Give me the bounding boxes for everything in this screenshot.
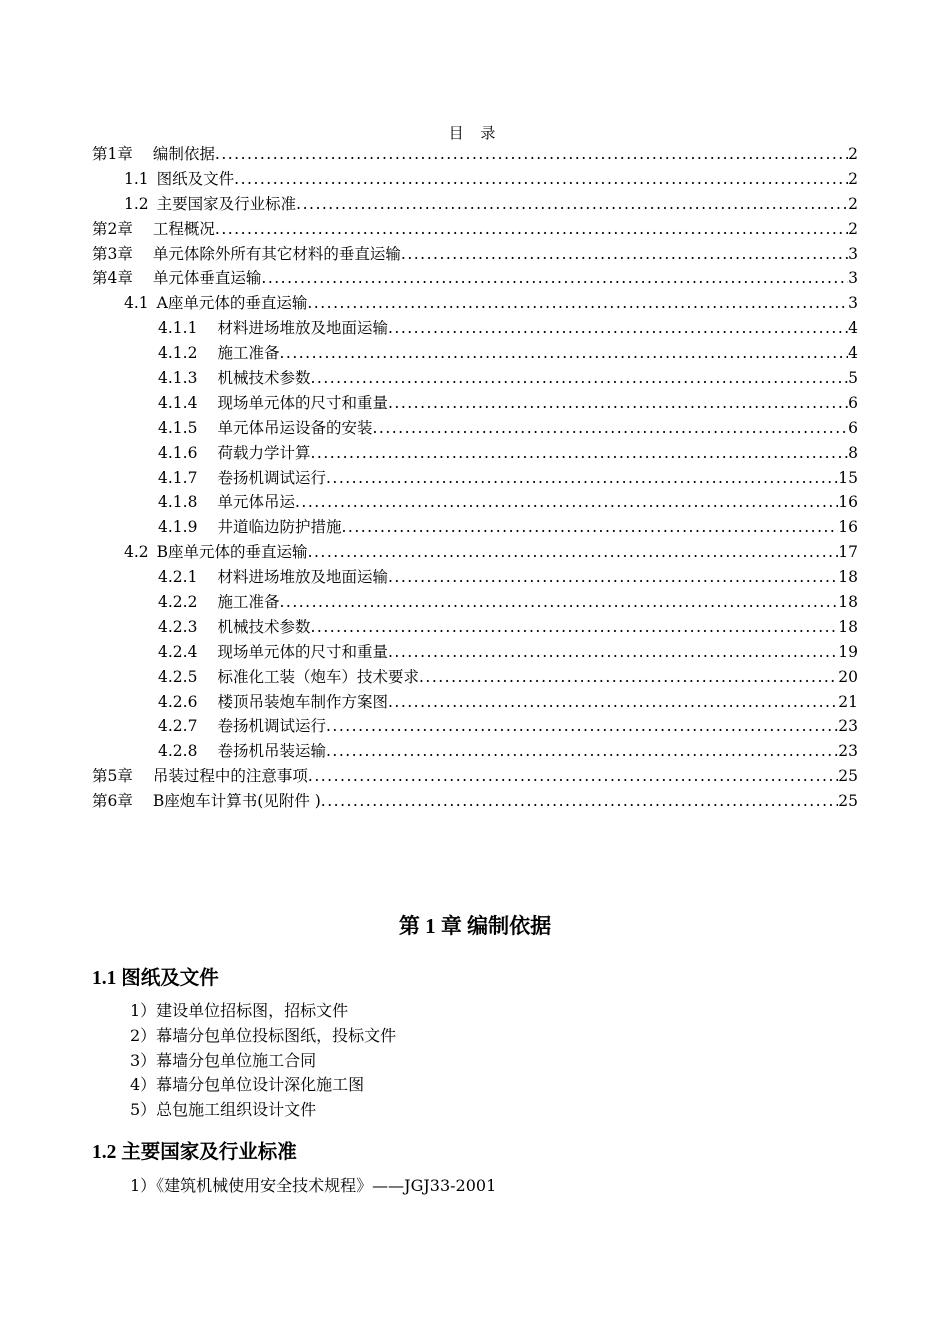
toc-dot-leader [321, 789, 838, 814]
toc-dot-leader [388, 640, 838, 665]
toc-dot-leader [261, 266, 848, 291]
chapter-heading: 第 1 章 编制依据 [398, 914, 552, 938]
list-item: 3）幕墙分包单位施工合同 [130, 1050, 317, 1070]
toc-entry-page: 18 [838, 593, 858, 612]
toc-dot-leader [310, 441, 848, 466]
toc-entry-title: 井道临边防护措施 [217, 518, 342, 537]
toc-entry[interactable] [92, 416, 858, 441]
section-heading-1-1: 1.1 图纸及文件 [92, 968, 219, 989]
toc-entry-number: 4.2.8 [158, 742, 198, 761]
toc-entry-title: B座单元体的垂直运输 [156, 543, 308, 562]
toc-entry-page: 6 [848, 393, 858, 412]
toc-entry-number: 第4章 [92, 269, 133, 288]
toc-entry-title: 材料进场堆放及地面运输 [217, 568, 388, 587]
toc-entry-page: 23 [838, 717, 858, 736]
toc-entry[interactable] [92, 690, 858, 715]
toc-entry-title: A座单元体的垂直运输 [156, 294, 308, 313]
toc-dot-leader [234, 167, 848, 192]
section-1-2-list [130, 1174, 496, 1199]
toc-entry-page: 2 [848, 145, 858, 163]
toc-entry-page: 16 [838, 518, 858, 537]
toc-entry-title: 施工准备 [217, 593, 280, 612]
toc-dot-leader [388, 690, 838, 715]
toc-entry-number: 4.1.2 [158, 344, 198, 363]
toc-dot-leader [295, 490, 838, 515]
toc-entry-page: 17 [838, 543, 858, 562]
toc-entry-title: 楼顶吊装炮车制作方案图 [217, 692, 388, 711]
toc-entry-page: 2 [848, 169, 858, 188]
toc-entry-title: 吊装过程中的注意事项 [152, 767, 308, 786]
toc-entry-number: 4.1.1 [158, 319, 198, 338]
toc-entry-page: 21 [838, 692, 858, 711]
toc-entry-page: 20 [838, 667, 858, 686]
toc-dot-leader [215, 217, 848, 242]
toc-entry-title: 主要国家及行业标准 [156, 194, 297, 213]
toc-entry-page: 4 [848, 319, 858, 338]
toc-dot-leader [308, 540, 839, 565]
toc-entry-title: 现场单元体的尺寸和重量 [217, 393, 388, 412]
toc-entry-page: 5 [848, 369, 858, 388]
toc-entry-number: 第3章 [92, 244, 133, 263]
toc-entry-number: 4.2.2 [158, 593, 198, 612]
toc-entry-page: 25 [838, 792, 858, 811]
toc-entry[interactable] [92, 590, 858, 615]
toc-dot-leader [310, 615, 838, 640]
toc-title: 目 录 [448, 124, 502, 142]
toc-entry[interactable] [92, 540, 858, 565]
toc-entry-page: 25 [838, 767, 858, 786]
toc-entry-page: 8 [848, 443, 858, 462]
toc-entry-title: 卷扬机调试运行 [217, 468, 326, 487]
toc-entry-title: 施工准备 [217, 344, 280, 363]
section-1-1-list [130, 999, 396, 1123]
toc-entry[interactable] [92, 316, 858, 341]
toc-entry-number: 第5章 [92, 767, 133, 786]
toc-dot-leader [388, 565, 838, 590]
toc-entry-page: 16 [838, 493, 858, 512]
toc-entry[interactable] [92, 441, 858, 466]
toc-entry-page: 15 [838, 468, 858, 487]
section-heading-1-2: 1.2 主要国家及行业标准 [92, 1142, 297, 1163]
toc-entry[interactable] [92, 266, 858, 291]
toc-entry-page: 3 [848, 269, 858, 288]
toc-entry[interactable] [92, 615, 858, 640]
toc-entry-page: 2 [848, 194, 858, 213]
toc-dot-leader [419, 665, 838, 690]
toc-dot-leader [307, 291, 848, 316]
toc-entry-page: 4 [848, 344, 858, 363]
toc-entry-number: 4.2.1 [158, 568, 198, 587]
toc-entry-title: 单元体除外所有其它材料的垂直运输 [152, 244, 401, 263]
toc-entry-number: 4.1.5 [158, 418, 198, 437]
toc-dot-leader [388, 391, 848, 416]
toc-dot-leader [341, 515, 838, 540]
toc-entry-page: 2 [848, 219, 858, 238]
toc-entry-page: 18 [838, 568, 858, 587]
toc-entry-number: 4.1.9 [158, 518, 198, 537]
toc-entry-number: 4.1.3 [158, 369, 198, 388]
toc-dot-leader [388, 316, 848, 341]
toc-entry-number: 第2章 [92, 219, 133, 238]
toc-entry[interactable] [92, 565, 858, 590]
toc-entry-number: 4.2.3 [158, 617, 198, 636]
toc-entry[interactable] [92, 466, 858, 491]
toc-entry-page: 19 [838, 642, 858, 661]
toc-entry[interactable] [92, 665, 858, 690]
toc-entry[interactable] [92, 714, 858, 739]
toc-entry-page: 6 [848, 418, 858, 437]
toc-entry[interactable] [92, 490, 858, 515]
toc-dot-leader [372, 416, 848, 441]
toc-entry[interactable] [92, 789, 858, 814]
toc-entry[interactable] [92, 366, 858, 391]
toc-entry[interactable] [92, 515, 858, 540]
toc-entry-title: 编制依据 [152, 145, 215, 163]
toc-entry-title: 荷载力学计算 [217, 443, 311, 462]
toc-dot-leader [308, 764, 838, 789]
toc-entry-page: 3 [848, 294, 858, 313]
toc-entry-title: 单元体吊运 [217, 493, 295, 512]
toc-dot-leader [401, 242, 848, 267]
toc-entry-number: 4.1.4 [158, 393, 198, 412]
toc-entry-number: 4.1.6 [158, 443, 198, 462]
toc-entry-number: 4.2.4 [158, 642, 198, 661]
toc-entry[interactable] [92, 341, 858, 366]
toc-entry-title: 单元体吊运设备的安装 [217, 418, 373, 437]
toc-entry[interactable] [92, 142, 858, 167]
toc-entry[interactable] [92, 242, 858, 267]
toc-dot-leader [326, 466, 838, 491]
table-of-contents [92, 142, 858, 814]
toc-entry-number: 1.2 [124, 194, 149, 213]
toc-dot-leader [279, 590, 838, 615]
toc-entry-number: 第1章 [92, 145, 133, 163]
toc-entry-number: 4.1.8 [158, 493, 198, 512]
toc-entry[interactable] [92, 217, 858, 242]
toc-entry-title: 材料进场堆放及地面运输 [217, 319, 388, 338]
toc-entry[interactable] [92, 167, 858, 192]
toc-entry-title: 现场单元体的尺寸和重量 [217, 642, 388, 661]
toc-entry[interactable] [92, 739, 858, 764]
toc-entry[interactable] [92, 192, 858, 217]
toc-dot-leader [279, 341, 848, 366]
toc-entry-number: 第6章 [92, 792, 133, 811]
toc-entry-title: 工程概况 [152, 219, 215, 238]
toc-entry-number: 1.1 [124, 169, 149, 188]
toc-entry-number: 4.1 [124, 294, 149, 313]
toc-dot-leader [296, 192, 848, 217]
toc-entry-title: 单元体垂直运输 [152, 269, 262, 288]
list-item: 1）《建筑机械使用安全技术规程》——JGJ33-2001 [130, 1176, 497, 1195]
list-item: 5）总包施工组织设计文件 [130, 1100, 317, 1120]
toc-entry[interactable] [92, 391, 858, 416]
toc-entry-title: 机械技术参数 [217, 369, 311, 388]
list-item: 1）建设单位招标图，招标文件 [130, 1001, 349, 1020]
toc-dot-leader [310, 366, 848, 391]
toc-entry-number: 4.1.7 [158, 468, 198, 487]
toc-entry[interactable] [92, 291, 858, 316]
toc-entry-title: B座炮车计算书(见附件 ) [152, 792, 321, 811]
toc-entry[interactable] [92, 640, 858, 665]
toc-entry-title: 卷扬机吊装运输 [217, 742, 326, 761]
toc-entry-number: 4.2 [124, 543, 149, 562]
toc-entry-number: 4.2.7 [158, 717, 198, 736]
list-item: 4）幕墙分包单位设计深化施工图 [130, 1075, 365, 1095]
toc-entry-page: 3 [848, 244, 858, 263]
toc-entry-title: 机械技术参数 [217, 617, 311, 636]
toc-entry-title: 卷扬机调试运行 [217, 717, 326, 736]
toc-entry-title: 标准化工装（炮车）技术要求 [217, 667, 419, 686]
toc-entry-number: 4.2.5 [158, 667, 198, 686]
toc-entry-title: 图纸及文件 [156, 169, 235, 188]
toc-entry-page: 23 [838, 742, 858, 761]
toc-dot-leader [326, 714, 838, 739]
toc-entry-number: 4.2.6 [158, 692, 198, 711]
list-item: 2）幕墙分包单位投标图纸，投标文件 [130, 1025, 397, 1045]
toc-entry[interactable] [92, 764, 858, 789]
toc-dot-leader [326, 739, 838, 764]
toc-dot-leader [215, 142, 848, 167]
toc-entry-page: 18 [838, 617, 858, 636]
